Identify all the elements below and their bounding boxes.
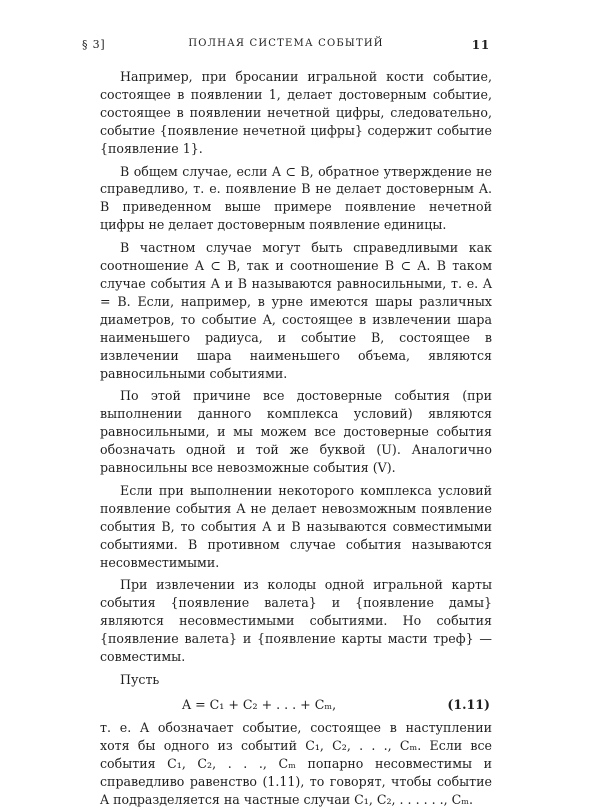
- paragraph-5: Если при выполнении некоторого комплекса условий появление события A не делает невозможным появление события B, то события A и B называются совместимыми событиями. В противном случае события называются несовместимыми.: [100, 482, 492, 570]
- paragraph-2: В общем случае, если A ⊂ B, обратное утверждение не справедливо, т. е. появление B не делает достоверным A. В приведенном выше примере появление нечетной цифры не делает достоверным появление единицы.: [100, 163, 492, 233]
- paragraph-3: В частном случае могут быть справедливыми как соотношение A ⊂ B, так и соотношение B ⊂ A. В таком случае события A и B называются равносильными, т. е. A = B. Если, например, в урне имеются шары различных диаметров, то событие A, состоящее в извлечении шара наименьшего радиуса, и событие B, состоящее в извлечении шара наименьшего объема, являются равносильными событиями.: [100, 240, 492, 381]
- equation-number: (1.11): [447, 696, 490, 712]
- paragraph-1: Например, при бросании игральной кости событие, состоящее в появлении 1, делает достоверным событие, состоящее в появлении нечетной цифры, следовательно, событие {появление нечетной цифры} содержит событие {появление 1}.: [100, 69, 492, 156]
- running-header: [82, 38, 490, 56]
- paragraph-4: По этой причине все достоверные события (при выполнении данного комплекса условий) являются равносильными, и мы можем все достоверные события обозначать одной и той же буквой (U). Аналогично равносильны все невозможные события (V).: [100, 388, 492, 476]
- page-body: [100, 68, 492, 808]
- paragraph-7: Пусть: [120, 672, 160, 687]
- closing-paragraph: т. е. A обозначает событие, состоящее в наступлении хотя бы одного из событий C₁, C₂, . . ., Cₘ. Если все события C₁, C₂, . . ., Cₘ попарно несовместимы и справедливо равенство (1.11), то говорят, чтобы событие A подразделяется на частные случаи C₁, C₂, . . . . . ., Cₘ.: [100, 719, 492, 807]
- running-title: ПОЛНАЯ СИСТЕМА СОБЫТИЙ: [188, 38, 384, 49]
- section-marker: § 3]: [82, 38, 106, 51]
- equation-expression: A = C₁ + C₂ + . . . + Cₘ,: [182, 696, 337, 712]
- page-number: 11: [471, 38, 490, 52]
- equation-block: [100, 691, 492, 719]
- paragraph-6: При извлечении из колоды одной игральной карты события {появление валета} и {появление дамы} являются несовместимыми событиями. Но события {появление валета} и {появление карты масти треф} — совместимы.: [100, 577, 492, 665]
